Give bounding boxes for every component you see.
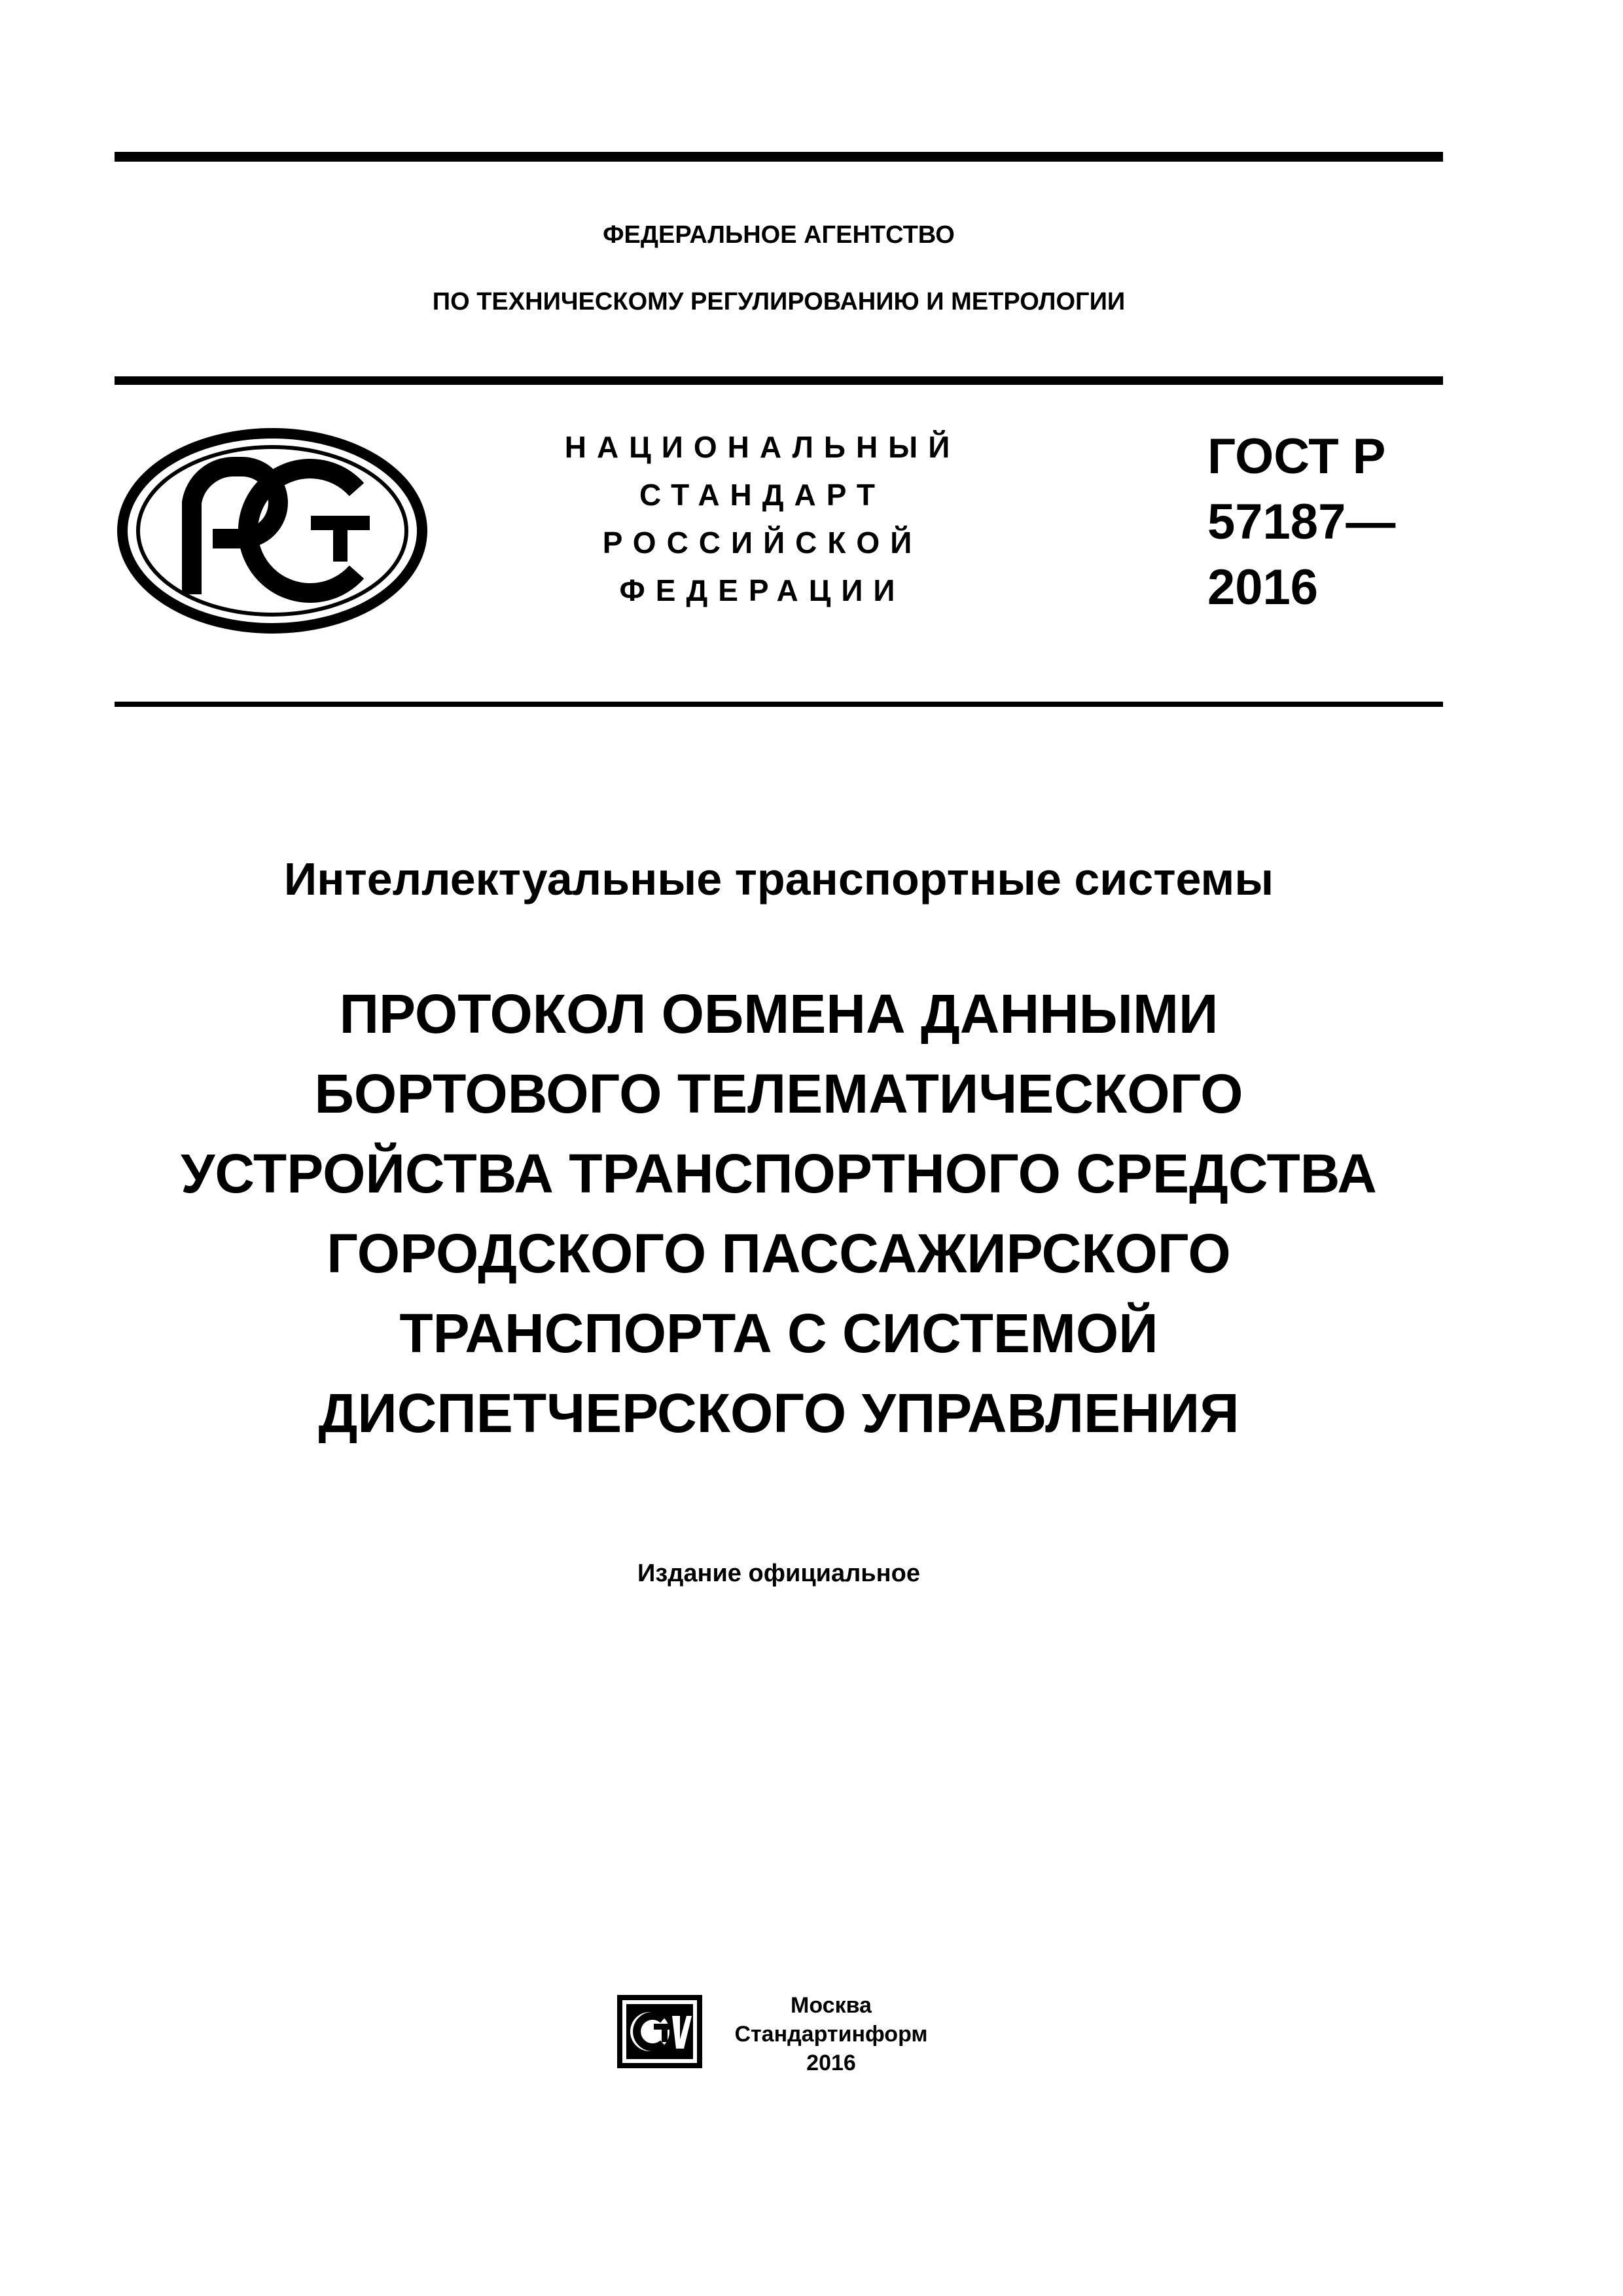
title-line: БОРТОВОГО ТЕЛЕМАТИЧЕСКОГО [314,1063,1243,1124]
rst-emblem-icon [115,425,430,636]
national-standard-line: ФЕДЕРАЦИИ [619,573,906,607]
title-line: ДИСПЕТЧЕРСКОГО УПРАВЛЕНИЯ [318,1382,1240,1444]
document-subject: Интеллектуальные транспортные системы [283,853,1274,905]
publisher-city: Москва [791,1993,872,2018]
national-standard-line: НАЦИОНАЛЬНЫЙ [564,430,961,464]
document-title [115,974,1443,1453]
agency-line-1: ФЕДЕРАЛЬНОЕ АГЕНТСТВО [603,221,955,249]
standard-designation [1207,424,1395,620]
agency-line-2: ПО ТЕХНИЧЕСКОМУ РЕГУЛИРОВАНИЮ И МЕТРОЛОГИИ [432,288,1126,315]
edition-label: Издание официальное [637,1560,920,1587]
designation-line: 2016 [1207,560,1319,615]
title-line: ТРАНСПОРТА С СИСТЕМОЙ [399,1302,1158,1364]
designation-line: ГОСТ Р [1207,429,1386,484]
section-rule [115,702,1443,707]
standartinform-logo-icon [612,1990,707,2073]
title-line: ПРОТОКОЛ ОБМЕНА ДАННЫМИ [339,983,1219,1045]
header-rule [115,376,1443,385]
national-standard-line: СТАНДАРТ [639,478,885,512]
national-standard-label [510,423,1014,615]
top-rule [115,152,1443,162]
publisher-name: Стандартинформ [734,2022,928,2047]
title-line: ГОРОДСКОГО ПАССАЖИРСКОГО [327,1223,1231,1284]
publisher-year: 2016 [806,2051,856,2075]
designation-line: 57187— [1207,494,1396,550]
title-line: УСТРОЙСТВА ТРАНСПОРТНОГО СРЕДСТВА [181,1143,1377,1204]
national-standard-line: РОССИЙСКОЙ [602,526,923,560]
publisher-block [733,1991,929,2077]
